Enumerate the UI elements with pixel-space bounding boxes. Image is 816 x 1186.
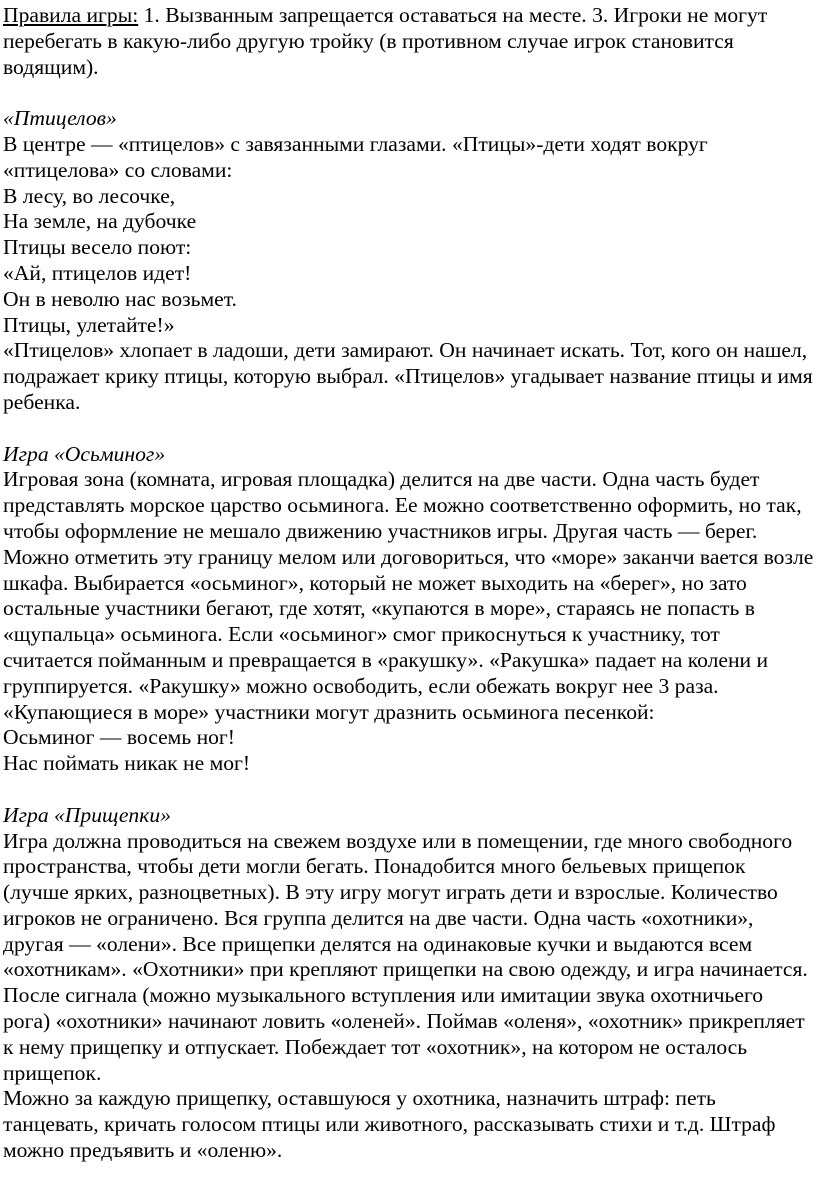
verse-line: «Ай, птицелов идет! bbox=[3, 260, 192, 285]
ptitselov-verse bbox=[3, 184, 814, 339]
clothespins-penalty: Можно за каждую прищепку, оставшуюся у охотника, назначить штраф: петь танцевать, кричать голосом птицы или животного, рассказывать стихи и т.д. Штраф можно предъявить и «оленю». bbox=[3, 1086, 776, 1163]
ptitselov-outro: «Птицелов» хлопает в ладоши, дети замирают. Он начинает искать. Тот, кого он нашел, подражает крику птицы, которую выбрал. «Птицелов» угадывает название птицы и имя ребенка. bbox=[3, 338, 813, 414]
verse-line: В лесу, во лесочке, bbox=[3, 183, 176, 208]
rules-paragraph bbox=[3, 3, 814, 80]
octopus-verse bbox=[3, 725, 814, 777]
spacer bbox=[3, 777, 814, 803]
clothespins-body: Игра должна проводиться на свежем воздухе или в помещении, где много свободного пространства, чтобы дети могли бегать. Понадобится много бельевых прищепок (лучше ярких, разноцветных). В эту игру могут играть дети и взрослые. Количество игроков не ограничено. Вся группа делится на две части. Одна часть «охотники», другая — «олени». Все прищепки делятся на одинаковые кучки и выдаются всем «охотникам». «Охотники» при крепляют прищепки на свою одежду, и игра начинается. После сигнала (можно музыкального вступления или имитации звука охотничьего рога) «охотники» начинают ловить «оленей». Поймав «оленя», «охотник» прикрепляет к нему прищепку и отпускает. Побеждает тот «охотник», на котором не осталось прищепок. bbox=[3, 828, 808, 1085]
octopus-tease: «Купающиеся в море» участники могут дразнить осьминога песенкой: bbox=[3, 699, 655, 724]
verse-line: Нас поймать никак не мог! bbox=[3, 751, 251, 776]
ptitselov-intro: В центре — «птицелов» с завязанными глазами. «Птицы»-дети ходят вокруг «птицелова» со словами: bbox=[3, 131, 708, 182]
verse-line: Птицы, улетайте!» bbox=[3, 312, 175, 337]
rules-label: Правила игры: bbox=[3, 3, 139, 27]
spacer bbox=[3, 416, 814, 442]
octopus-body: Игровая зона (комната, игровая площадка) делится на две части. Одна часть будет представлять морское царство осьминога. Ее можно соответственно оформить, но так, чтобы оформление не мешало движению участников игры. Другая часть — берег. Можно отметить эту границу мелом или договориться, что «море» заканчи вается возле шкафа. Выбирается «осьминог», который не может выходить на «берег», но зато остальные участники бегают, где хотят, «купаются в море», стараясь не попасть в «щупальца» осьминога. Если «осьминог» смог прикоснуться к участнику, тот считается пойманным и превращается в «ракушку». «Ракушка» падает на колени и группируется. «Ракушку» можно освободить, если обежать вокруг нее 3 раза. bbox=[3, 467, 814, 698]
verse-line: Осьминог — восемь ног! bbox=[3, 725, 235, 750]
rules-text: 1. Вызванным запрещается оставаться на месте. 3. Игроки не могут перебегать в какую-либо другую тройку (в противном случае игрок становится водящим). bbox=[3, 3, 768, 79]
verse-line: На земле, на дубочке bbox=[3, 209, 197, 234]
verse-line: Птицы весело поют: bbox=[3, 235, 192, 260]
clothespins-title: Игра «Прищепки» bbox=[3, 802, 171, 827]
ptitselov-title: «Птицелов» bbox=[3, 106, 117, 131]
spacer bbox=[3, 80, 814, 106]
verse-line: Он в неволю нас возьмет. bbox=[3, 286, 237, 311]
octopus-title: Игра «Осьминог» bbox=[3, 441, 166, 466]
